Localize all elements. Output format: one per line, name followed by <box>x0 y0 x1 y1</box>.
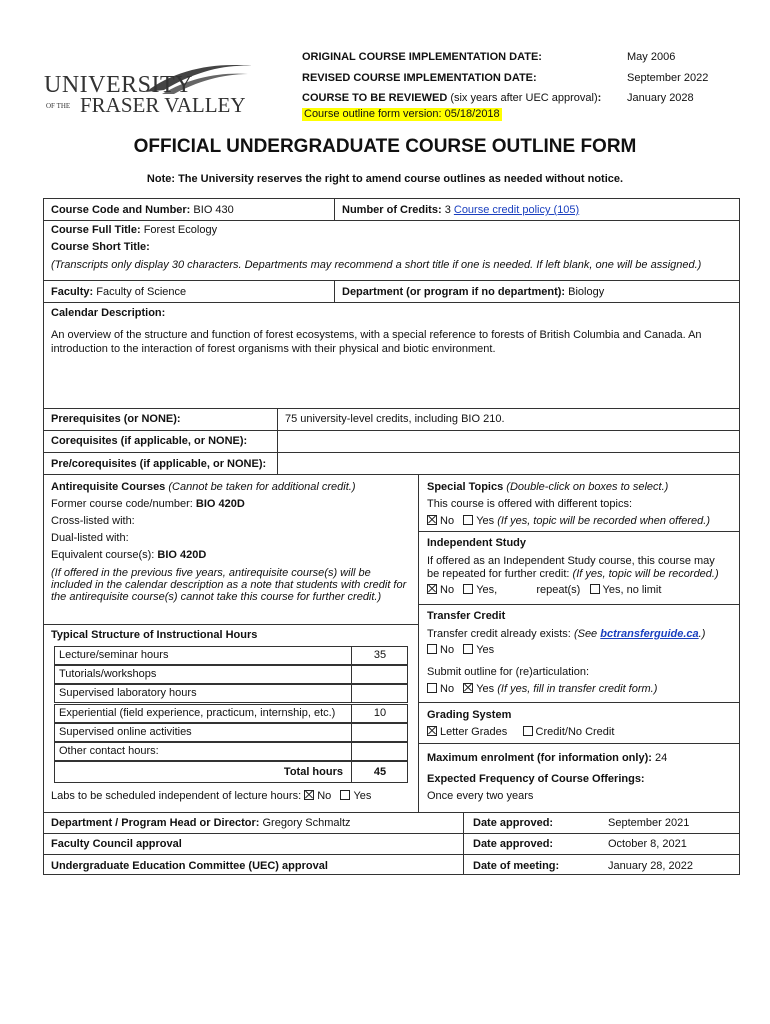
transfer-submit-yes-label: Yes <box>476 683 495 695</box>
notice: Note: The University reserves the right to amend course outlines as needed without notice. <box>146 173 624 185</box>
department <box>342 286 604 299</box>
full-title-value: Forest Ecology <box>143 224 218 236</box>
approval-row <box>51 860 328 873</box>
review-date-line <box>302 92 601 105</box>
credits-value: 3 <box>444 204 451 216</box>
transfer-close: .) <box>698 628 706 640</box>
university-logo <box>44 60 254 120</box>
letter-grades-checkbox[interactable] <box>427 726 437 736</box>
hours-title: Typical Structure of Instructional Hours <box>51 629 258 641</box>
short-title-label: Course Short Title: <box>51 241 150 253</box>
frequency-label: Expected Frequency of Course Offerings: <box>427 773 645 785</box>
former-code-label: Former course code/number: <box>51 498 193 510</box>
faculty <box>51 286 186 299</box>
approval-value: Gregory Schmaltz <box>262 817 351 829</box>
hours-row-label: Supervised online activities <box>59 726 192 738</box>
approval-row <box>51 838 182 851</box>
hours-row-label: Experiential (field experience, practicum, internship, etc.) <box>59 707 336 719</box>
independent-text2-main: be repeated for further credit: <box>427 568 570 580</box>
transfer-submit-yes-checkbox[interactable] <box>463 683 473 693</box>
faculty-value: Faculty of Science <box>96 286 187 298</box>
approval-row <box>51 817 351 830</box>
bctransferguide-link[interactable]: bctransferguide.ca <box>600 628 699 640</box>
max-enrolment <box>427 752 667 765</box>
hours-row <box>54 684 408 703</box>
independent-options <box>427 584 661 597</box>
equivalent-label: Equivalent course(s): <box>51 549 155 561</box>
credit-no-credit-checkbox[interactable] <box>523 726 533 736</box>
hours-row-label: Other contact hours: <box>59 745 159 757</box>
approval-label: Undergraduate Education Committee (UEC) approval <box>51 860 328 872</box>
precoreq-label: Pre/corequisites (if applicable, or NONE): <box>51 458 267 470</box>
transfer-submit-options <box>427 683 657 696</box>
coreq-label: Corequisites (if applicable, or NONE): <box>51 435 248 447</box>
prereq-value: 75 university-level credits, including BIO 210. <box>285 413 505 425</box>
prereq-label: Prerequisites (or NONE): <box>51 413 181 425</box>
independent-no-limit-label: Yes, no limit <box>602 584 662 596</box>
equivalent-courses <box>51 549 206 562</box>
transfer-exists-no-checkbox[interactable] <box>427 644 437 654</box>
approval-date-label: Date approved: <box>473 817 554 829</box>
independent-no-label: No <box>440 584 455 596</box>
approval-label: Department / Program Head or Director: <box>51 817 260 829</box>
course-code-value: BIO 430 <box>193 204 234 216</box>
logo-line1: UNIVERSITY <box>44 72 193 98</box>
independent-repeats-label: repeat(s) <box>536 584 581 596</box>
labs-label: Labs to be scheduled independent of lecture hours: <box>51 790 302 802</box>
cross-listed: Cross-listed with: <box>51 515 135 527</box>
department-label: Department (or program if no department): <box>342 286 566 298</box>
credit-no-credit-label: Credit/No Credit <box>535 726 615 738</box>
antireq-heading <box>51 481 355 494</box>
labs-no-checkbox[interactable] <box>304 790 314 800</box>
approval-date: January 28, 2022 <box>608 860 694 872</box>
transfer-submit: Submit outline for (re)articulation: <box>427 666 590 678</box>
review-date-value: January 2028 <box>627 92 694 104</box>
equivalent-value: BIO 420D <box>157 549 207 561</box>
faculty-label: Faculty: <box>51 286 94 298</box>
calendar-label: Calendar Description: <box>51 307 166 319</box>
special-topics-text: This course is offered with different topics: <box>427 498 633 510</box>
independent-yes-checkbox[interactable] <box>463 584 473 594</box>
transfer-exists-no-label: No <box>440 644 455 656</box>
labs-independent <box>51 790 371 803</box>
revised-date-label: REVISED COURSE IMPLEMENTATION DATE: <box>302 72 537 84</box>
antireq-label: Antirequisite Courses <box>51 481 166 493</box>
credits <box>342 204 579 217</box>
independent-text1: If offered as an Independent Study course, this course may <box>427 555 715 567</box>
course-code-label: Course Code and Number: <box>51 204 191 216</box>
approval-label: Faculty Council approval <box>51 838 182 850</box>
total-hours-label: Total hours <box>283 766 343 778</box>
letter-grades-label: Letter Grades <box>440 726 508 738</box>
approval-date-label: Date approved: <box>473 838 554 850</box>
special-topics-yes-checkbox[interactable] <box>463 515 473 525</box>
special-topics-options <box>427 515 710 528</box>
hours-row-value[interactable]: 10 <box>373 707 387 719</box>
short-title-note: (Transcripts only display 30 characters. Departments may recommend a short title if one is needed. If left blank, one will be assigned.) <box>51 259 702 271</box>
full-title <box>51 224 217 237</box>
hours-row <box>54 704 408 723</box>
transfer-label: Transfer Credit <box>427 610 506 622</box>
dual-listed: Dual-listed with: <box>51 532 129 544</box>
full-title-label: Course Full Title: <box>51 224 141 236</box>
special-topics-no-label: No <box>440 515 455 527</box>
frequency-value: Once every two years <box>427 790 534 802</box>
orig-date-label: ORIGINAL COURSE IMPLEMENTATION DATE: <box>302 51 542 63</box>
transfer-exists-yes-checkbox[interactable] <box>463 644 473 654</box>
hours-row <box>54 646 408 665</box>
hours-row-value[interactable]: 35 <box>373 649 387 661</box>
special-topics-yes-note: (If yes, topic will be recorded when offered.) <box>497 515 711 527</box>
total-hours-row <box>54 761 408 783</box>
hours-row-label: Supervised laboratory hours <box>59 687 197 699</box>
independent-text2 <box>427 568 719 581</box>
independent-label: Independent Study <box>427 537 526 549</box>
transfer-see: (See <box>573 628 598 640</box>
independent-no-limit-checkbox[interactable] <box>590 584 600 594</box>
review-date-label: COURSE TO BE REVIEWED <box>302 92 448 104</box>
hours-row-label: Lecture/seminar hours <box>59 649 169 661</box>
calendar-description: An overview of the structure and function of forest ecosystems, with a special reference to forests of British Columbia and Canada. An introduction to the interaction of forest organisms with their physical and biotic environment. <box>51 329 702 355</box>
grading-label: Grading System <box>427 709 512 721</box>
max-enrolment-value: 24 <box>654 752 668 764</box>
logo-of-the: OF THE <box>46 102 71 110</box>
special-topics-label: Special Topics <box>427 481 504 493</box>
hours-row <box>54 742 408 761</box>
form-version: Course outline form version: 05/18/2018 <box>304 108 500 120</box>
antireq-note: (Cannot be taken for additional credit.) <box>168 481 356 493</box>
transfer-submit-yes-note: (If yes, fill in transfer credit form.) <box>497 683 658 695</box>
total-hours-value: 45 <box>373 766 387 778</box>
hours-row <box>54 665 408 684</box>
logo-line2: FRASER VALLEY <box>80 93 246 117</box>
former-code-value: BIO 420D <box>195 498 245 510</box>
review-date-note: (six years after UEC approval) <box>450 92 598 104</box>
transfer-submit-no-checkbox[interactable] <box>427 683 437 693</box>
transfer-exists-options <box>427 644 494 657</box>
labs-yes-checkbox[interactable] <box>340 790 350 800</box>
transfer-exists-label: Transfer credit already exists: <box>427 628 571 640</box>
orig-date-value: May 2006 <box>627 51 676 63</box>
approval-date-label: Date of meeting: <box>473 860 560 872</box>
transfer-exists-yes-label: Yes <box>476 644 495 656</box>
course-code <box>51 204 234 217</box>
special-topics-heading <box>427 481 668 494</box>
page-title: OFFICIAL UNDERGRADUATE COURSE OUTLINE FORM <box>133 136 637 157</box>
former-code <box>51 498 245 511</box>
transfer-exists <box>427 628 705 641</box>
review-date-colon: : <box>597 92 602 104</box>
independent-no-checkbox[interactable] <box>427 584 437 594</box>
revised-date-value: September 2022 <box>627 72 709 84</box>
department-value: Biology <box>568 286 605 298</box>
hours-row-label: Tutorials/workshops <box>59 668 157 680</box>
credit-policy-link[interactable]: Course credit policy (105) <box>453 204 580 216</box>
max-enrolment-label: Maximum enrolment (for information only): <box>427 752 652 764</box>
grading-options <box>427 726 614 739</box>
approval-date: September 2021 <box>608 817 690 829</box>
special-topics-note: (Double-click on boxes to select.) <box>506 481 669 493</box>
special-topics-yes-label: Yes <box>476 515 495 527</box>
special-topics-no-checkbox[interactable] <box>427 515 437 525</box>
labs-no-label: No <box>317 790 332 802</box>
antireq-footnote: (If offered in the previous five years, antirequisite course(s) will be included in the calendar description as a note that students with credit for the antirequisite course(s) cannot take this course for further credit.) <box>51 567 407 603</box>
credits-label: Number of Credits: <box>342 204 442 216</box>
independent-yes-label: Yes, <box>476 584 498 596</box>
transfer-submit-no-label: No <box>440 683 455 695</box>
approval-date: October 8, 2021 <box>608 838 687 850</box>
hours-row <box>54 723 408 742</box>
independent-text2-note: (If yes, topic will be recorded.) <box>572 568 719 580</box>
labs-yes-label: Yes <box>353 790 372 802</box>
